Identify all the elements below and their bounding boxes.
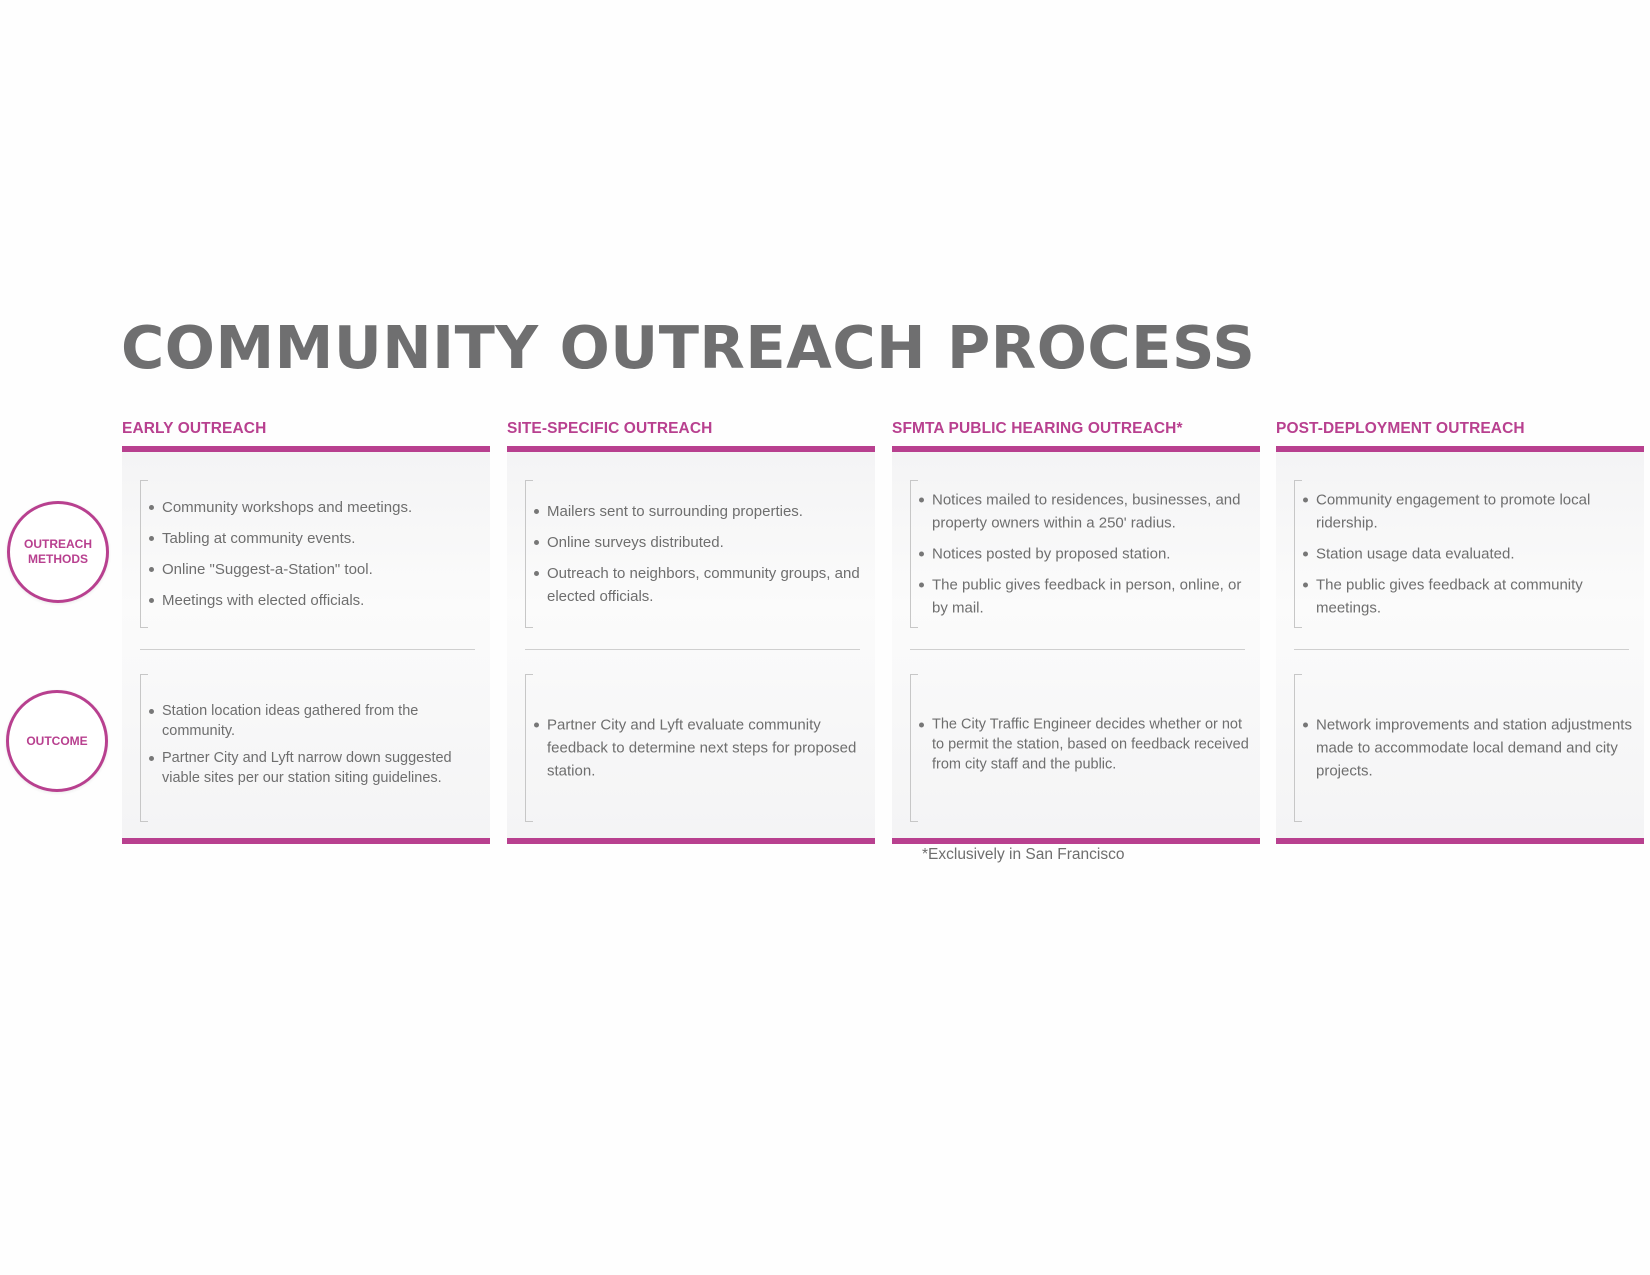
- outcome-section: [910, 674, 1250, 822]
- bracket-decoration: [140, 674, 148, 822]
- bracket-decoration: [910, 480, 918, 628]
- page-title: COMMUNITY OUTREACH PROCESS: [121, 313, 1256, 382]
- list-item: Station usage data evaluated.: [1302, 543, 1634, 566]
- methods-section: [1294, 480, 1634, 628]
- column-early-outreach: [122, 420, 490, 844]
- section-divider: [140, 649, 475, 650]
- bracket-decoration: [140, 480, 148, 628]
- column-heading: POST-DEPLOYMENT OUTREACH: [1276, 420, 1525, 437]
- bracket-decoration: [910, 674, 918, 822]
- outcome-section: [140, 674, 480, 822]
- methods-section: [140, 480, 480, 628]
- list-item: Partner City and Lyft narrow down suggested viable sites per our station siting guidelines.: [148, 748, 480, 788]
- methods-list: [918, 489, 1250, 620]
- column-card: [892, 446, 1260, 844]
- methods-list: [1302, 489, 1634, 620]
- footnote: *Exclusively in San Francisco: [922, 846, 1125, 863]
- outcome-section: [1294, 674, 1634, 822]
- list-item: Notices posted by proposed station.: [918, 543, 1250, 566]
- outreach-methods-label: [7, 501, 109, 603]
- outcome-list: [533, 714, 865, 783]
- methods-section: [910, 480, 1250, 628]
- section-divider: [525, 649, 860, 650]
- column-heading: SITE-SPECIFIC OUTREACH: [507, 420, 713, 437]
- outcome-label: [6, 690, 108, 792]
- column-card: [1276, 446, 1644, 844]
- bracket-decoration: [1294, 480, 1302, 628]
- bracket-decoration: [525, 674, 533, 822]
- list-item: Meetings with elected officials.: [148, 589, 480, 612]
- methods-list: [148, 496, 480, 612]
- list-item: Community workshops and meetings.: [148, 496, 480, 519]
- list-item: Online "Suggest-a-Station" tool.: [148, 558, 480, 581]
- list-item: Community engagement to promote local ridership.: [1302, 489, 1634, 535]
- column-card: [507, 446, 875, 844]
- list-item: Mailers sent to surrounding properties.: [533, 500, 865, 523]
- section-divider: [910, 649, 1245, 650]
- outreach-methods-label-line2: METHODS: [28, 552, 88, 566]
- list-item: Station location ideas gathered from the community.: [148, 701, 480, 741]
- section-divider: [1294, 649, 1629, 650]
- column-sfmta-public-hearing-outreach: [892, 420, 1260, 844]
- bracket-decoration: [1294, 674, 1302, 822]
- list-item: Outreach to neighbors, community groups, and elected officials.: [533, 562, 865, 608]
- column-card: [122, 446, 490, 844]
- outreach-methods-label-line1: OUTREACH: [24, 537, 92, 551]
- list-item: Partner City and Lyft evaluate community feedback to determine next steps for proposed station.: [533, 714, 865, 783]
- outcome-list: [918, 715, 1250, 782]
- methods-list: [533, 500, 865, 608]
- outcome-section: [525, 674, 865, 822]
- column-post-deployment-outreach: [1276, 420, 1644, 844]
- column-heading: SFMTA PUBLIC HEARING OUTREACH*: [892, 420, 1183, 437]
- list-item: The City Traffic Engineer decides whether or not to permit the station, based on feedback received from city staff and the public.: [918, 715, 1250, 775]
- column-heading: EARLY OUTREACH: [122, 420, 267, 437]
- list-item: Network improvements and station adjustments made to accommodate local demand and city projects.: [1302, 714, 1634, 783]
- list-item: Tabling at community events.: [148, 527, 480, 550]
- outcome-list: [1302, 714, 1634, 783]
- list-item: Online surveys distributed.: [533, 531, 865, 554]
- list-item: The public gives feedback in person, online, or by mail.: [918, 574, 1250, 620]
- list-item: Notices mailed to residences, businesses, and property owners within a 250' radius.: [918, 489, 1250, 535]
- column-site-specific-outreach: [507, 420, 875, 844]
- outcome-list: [148, 701, 480, 795]
- methods-section: [525, 480, 865, 628]
- list-item: The public gives feedback at community meetings.: [1302, 574, 1634, 620]
- outcome-label-text: OUTCOME: [26, 733, 88, 748]
- bracket-decoration: [525, 480, 533, 628]
